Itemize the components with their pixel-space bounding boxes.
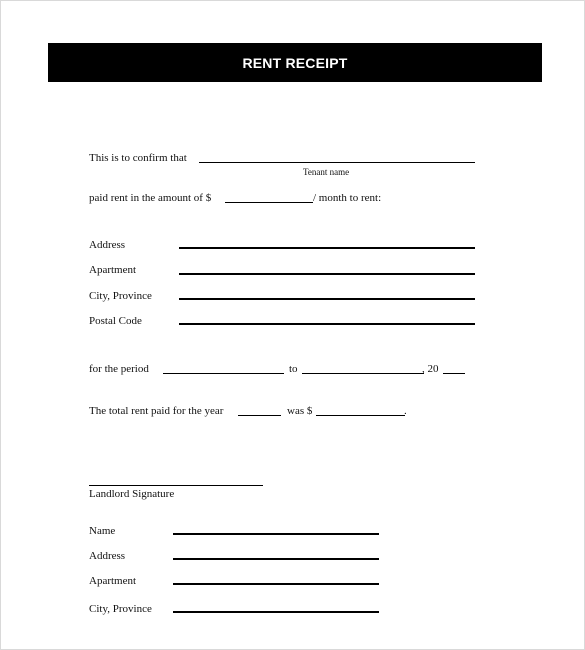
total-year-field[interactable] — [238, 415, 281, 416]
amount-prefix: paid rent in the amount of $ — [89, 192, 212, 204]
property-apartment-field[interactable] — [179, 273, 475, 275]
period-year-field[interactable] — [443, 373, 465, 374]
header-bar — [48, 43, 542, 82]
property-city-label: City, Province — [89, 290, 152, 302]
landlord-name-field[interactable] — [173, 533, 379, 535]
confirm-label: This is to confirm that — [89, 152, 187, 164]
period-start-field[interactable] — [163, 373, 284, 374]
landlord-city-label: City, Province — [89, 603, 152, 615]
landlord-apartment-field[interactable] — [173, 583, 379, 585]
period-year-prefix: , 20 — [422, 363, 439, 375]
property-postal-label: Postal Code — [89, 315, 142, 327]
landlord-address-label: Address — [89, 550, 126, 562]
landlord-apartment-label: Apartment — [89, 575, 137, 587]
total-was-label: was $ — [287, 405, 313, 417]
period-label: for the period — [89, 363, 149, 375]
property-apartment-label: Apartment — [89, 264, 137, 276]
property-address-field[interactable] — [179, 247, 475, 249]
receipt-title: RENT RECEIPT — [242, 54, 348, 71]
property-address-label: Address — [89, 239, 126, 251]
landlord-city-field[interactable] — [173, 611, 379, 613]
landlord-signature-field[interactable] — [89, 485, 263, 486]
landlord-address-field[interactable] — [173, 558, 379, 560]
total-amount-field[interactable] — [316, 415, 405, 416]
tenant-name-field[interactable] — [199, 162, 475, 163]
total-label: The total rent paid for the year — [89, 405, 224, 417]
amount-suffix: / month to rent: — [313, 192, 382, 204]
landlord-signature-label: Landlord Signature — [89, 488, 175, 500]
property-city-field[interactable] — [179, 298, 475, 300]
period-end-field[interactable] — [302, 373, 424, 374]
property-postal-field[interactable] — [179, 323, 475, 325]
total-period: . — [404, 405, 407, 417]
tenant-name-caption: Tenant name — [303, 167, 350, 177]
period-to-label: to — [289, 363, 298, 375]
landlord-name-label: Name — [89, 525, 116, 537]
rent-amount-field[interactable] — [225, 202, 313, 203]
